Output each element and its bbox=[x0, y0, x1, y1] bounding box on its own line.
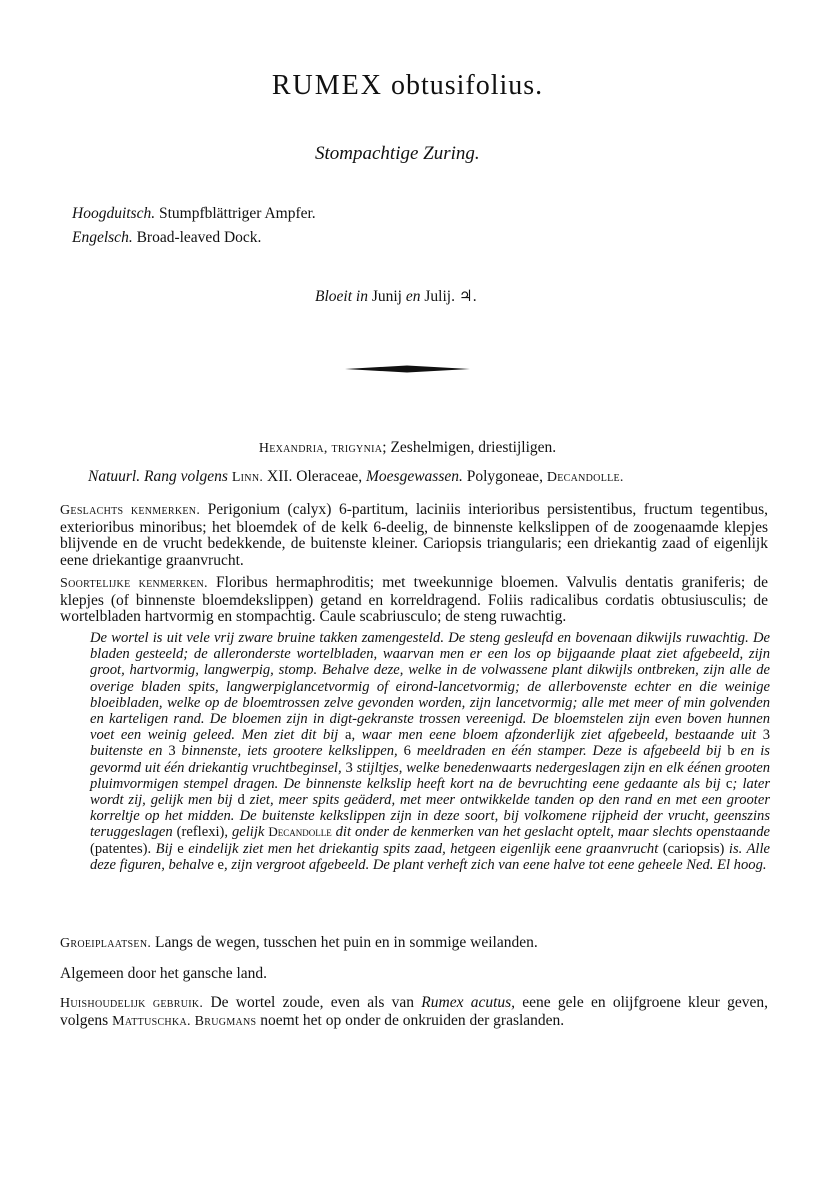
separator: ; bbox=[382, 439, 387, 456]
distribution: Algemeen door het gansche land. bbox=[60, 965, 268, 982]
author-name: Decandolle bbox=[268, 824, 332, 840]
figure-ref-b: b bbox=[727, 743, 735, 760]
ornamental-divider bbox=[345, 365, 470, 373]
decandolle: Decandolle. bbox=[546, 470, 624, 485]
author-name: Mattuschka. bbox=[112, 1013, 191, 1029]
desc-text: , zijn vergroot afgebeeld. De plant verheft zich van eene halve tot eene geheele Ned. El hoog. bbox=[224, 856, 767, 873]
desc-text: binnenste, iets grootere kelkslippen, bbox=[175, 743, 404, 760]
desc-text: is. Alle deze figuren, behalve bbox=[90, 840, 771, 873]
figure-ref-e: e bbox=[217, 856, 225, 873]
desc-text: dit onder de kenmerken van het geslacht optelt, maar slechts openstaande bbox=[331, 824, 770, 841]
vernacular-names bbox=[72, 202, 316, 250]
genus-text: Perigonium (calyx) 6-partitum, laciniis interioribus persistentibus, fructum tegentibus, exterioribus minoribus; het bloemdek of de kelk 6-deelig, de binnenste kelkslippen of de zoogenaamde klepjes blijvende en de vrucht bedekkende, de buitenste kleiner. Cariopsis triangularis; een driekantig zaad of eigenlijk eene driekantige graanvrucht. bbox=[60, 501, 768, 569]
desc-text: buitenste en bbox=[90, 743, 169, 760]
description bbox=[90, 630, 770, 873]
vernacular-name: Stumpfblättriger Ampfer. bbox=[158, 205, 316, 222]
habitat bbox=[60, 935, 768, 953]
bloom-month-b: Julij. bbox=[424, 288, 455, 305]
title-species: obtusifolius. bbox=[390, 70, 544, 101]
desc-number: 3 bbox=[168, 743, 176, 760]
desc-text: gelijk bbox=[228, 824, 269, 841]
figure-ref-d: d bbox=[237, 792, 245, 809]
natural-order bbox=[88, 468, 624, 486]
latin-term: (reflexi), bbox=[176, 824, 229, 841]
order-number: XII. bbox=[267, 468, 293, 485]
figure-ref-c: c bbox=[725, 775, 733, 792]
latin-term: (patentes). bbox=[90, 840, 152, 857]
class-dutch: Zeshelmigen, driestijligen. bbox=[390, 439, 557, 456]
language-label: Engelsch. bbox=[72, 229, 133, 246]
desc-text: eindelijk ziet men het driekantig spits zaad, hetgeen eigenlijk eene graanvrucht bbox=[183, 840, 663, 857]
desc-text: , waar men eene bloem afzonderlijk ziet afgebeeld, bestaande uit bbox=[351, 727, 763, 744]
order-prefix: Natuurl. Rang volgens bbox=[88, 468, 228, 485]
desc-number: 6 bbox=[403, 743, 411, 760]
economy-heading: Huishoudelijk gebruik. bbox=[60, 996, 204, 1011]
linnaeus: Linn. bbox=[231, 470, 264, 485]
polygoneae: Polygoneae, bbox=[466, 468, 543, 485]
desc-text: ziet, meer spits geäderd, met meer ontwikkelde tanden op den rand en met een grooter korreltje op het midden. De buitenste kelkslippen zijn in deze soort, bij volkomene rijpheid der vrucht, geenszins teruggeslagen bbox=[90, 792, 770, 841]
order-name: trigynia bbox=[331, 441, 383, 456]
desc-number: 3 bbox=[345, 759, 353, 776]
desc-text: meeldraden en één stamper. Deze is afgebeeld bij bbox=[410, 743, 728, 760]
bloom-month-a: Junij bbox=[371, 288, 402, 305]
page-title bbox=[0, 70, 815, 102]
desc-text: en is gevormd uit één driekantig vruchtbeginsel, bbox=[90, 743, 770, 776]
bloom-period bbox=[315, 287, 477, 306]
linnaean-class bbox=[0, 439, 815, 457]
species-heading: Soortelijke kenmerken. bbox=[60, 576, 208, 591]
author-name: Brugmans bbox=[194, 1013, 257, 1029]
economic-use bbox=[60, 995, 768, 1030]
species-text: Floribus hermaphroditis; met tweekunnige bloemen. Valvulis dentatis graniferis; de klepjes (of binnenste bloemdekslippen) getand en korreldragend. Foliis radicalibus cordatis obtusiusculis; de wortelbladen hartvormig en stompachtig. Caule scabriusculo; de steng ruwachtig. bbox=[60, 574, 769, 625]
name-german bbox=[72, 202, 316, 226]
dutch-name: Stompachtige Zuring. bbox=[315, 143, 480, 164]
vernacular-name: Broad-leaved Dock. bbox=[136, 229, 262, 246]
latin-term: (cariopsis) bbox=[662, 840, 725, 857]
economy-text: eene gele en olijfgroene kleur geven, volgens bbox=[60, 994, 769, 1029]
desc-text: stijltjes, welke benedenwaarts nedergeslagen zijn en elk éénen grooten pluimvormigen stempel dragen. De binnenste kelkslip heeft kort na de bevruchting eene gedaante als bij bbox=[90, 759, 771, 792]
desc-text: Bij bbox=[151, 840, 178, 857]
title-genus: RUMEX bbox=[271, 70, 383, 101]
figure-ref-a: a bbox=[344, 727, 352, 744]
genus-characteristics bbox=[60, 502, 768, 569]
habitat-heading: Groeiplaatsen. bbox=[60, 936, 152, 951]
economy-text: De wortel zoude, even als van bbox=[210, 994, 415, 1011]
economy-text: noemt het op onder de onkruiden der graslanden. bbox=[260, 1011, 565, 1029]
oleraceae: Oleraceae, bbox=[296, 468, 363, 485]
figure-ref-e: e bbox=[177, 840, 184, 857]
bloom-prefix: Bloeit in bbox=[315, 288, 368, 305]
species-characteristics bbox=[60, 575, 768, 626]
class-name: Hexandria, bbox=[258, 441, 328, 456]
species-ref: Rumex acutus, bbox=[421, 994, 516, 1011]
genus-heading: Geslachts kenmerken. bbox=[60, 503, 201, 518]
desc-text: ; later wordt zij, gelijk men bij bbox=[90, 775, 771, 809]
habitat-text: Langs de wegen, tusschen het puin en in sommige weilanden. bbox=[155, 934, 538, 951]
language-label: Hoogduitsch. bbox=[72, 205, 156, 222]
moesgewassen: Moesgewassen. bbox=[366, 468, 463, 485]
name-english bbox=[72, 226, 316, 250]
bloom-joiner: en bbox=[405, 288, 421, 305]
perennial-symbol: ♃. bbox=[458, 288, 477, 305]
desc-text: De wortel is uit vele vrij zware bruine takken zamengesteld. De steng gesleufd en bovenaan dikwijls ruwachtig. De bladen gesteeld; de alleronderste wortelbladen, waarvan men er een los op bijgaande plaat ziet afgebeeld, zijn groot, hartvormig, langwerpig, stomp. Behalve deze, welke in de volwassene plant dikwijls ontbreken, zijn alle de overige bladen spits, langwerpiglancetvormig of eirond-lancetvormig; de allerbovenste echter en die weinige bloeibladen, welke op de bloemtrossen zelve gevonden worden, zijn lancetvormig; alle met meer of min golvenden en karteligen rand. De bloemen zijn in digt-gekranste trossen vereenigd. De bloemstelen zijn even boven hunnen voet een weinig geleed. Men ziet dit bij bbox=[90, 630, 770, 744]
desc-number: 3 bbox=[762, 727, 770, 744]
